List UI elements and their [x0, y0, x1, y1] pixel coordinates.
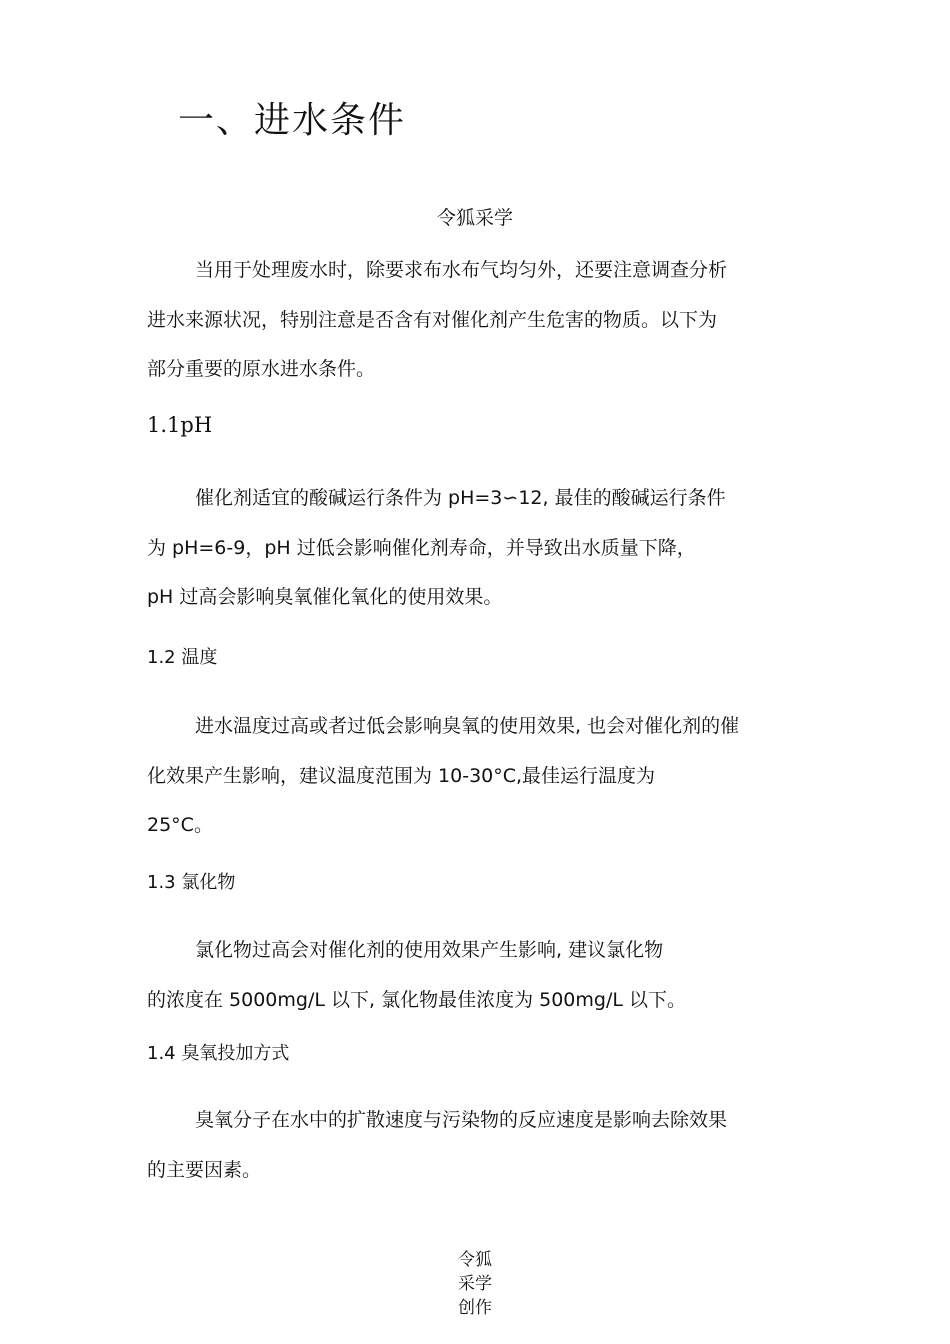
ph-line-3: pH 过高会影响臭氧催化氧化的使用效果。: [147, 586, 503, 608]
intro-line-3: 部分重要的原水进水条件。: [147, 358, 376, 380]
footer-line-1: 令狐: [458, 1250, 492, 1270]
temperature-line-3: 25°C。: [147, 814, 213, 836]
page-footer: [0, 1248, 950, 1320]
author-name: 令狐采学: [436, 207, 513, 229]
ph-line-2: 为 pH=6-9，pH 过低会影响催化剂寿命，并导致出水质量下降，: [147, 537, 696, 559]
chloride-line-1: 氯化物过高会对催化剂的使用效果产生影响, 建议氯化物: [195, 939, 664, 961]
ph-line-1: 催化剂适宜的酸碱运行条件为 pH=3∽12, 最佳的酸碱运行条件: [195, 487, 726, 509]
section-heading-chloride: 1.3 氯化物: [147, 872, 236, 893]
footer-line-2: 采学: [458, 1274, 492, 1294]
section-heading-temperature: 1.2 温度: [147, 647, 218, 668]
page-title: 一、进水条件: [178, 100, 407, 141]
ozone-line-1: 臭氧分子在水中的扩散速度与污染物的反应速度是影响去除效果: [195, 1109, 728, 1131]
section-heading-ozone-dosing: 1.4 臭氧投加方式: [147, 1043, 290, 1064]
footer-line-3: 创作: [458, 1298, 492, 1318]
intro-line-1: 当用于处理废水时，除要求布水布气均匀外，还要注意调查分析: [195, 259, 728, 281]
intro-line-2: 进水来源状况，特别注意是否含有对催化剂产生危害的物质。以下为: [147, 309, 718, 331]
section-heading-ph: 1.1pH: [147, 413, 213, 437]
temperature-line-1: 进水温度过高或者过低会影响臭氧的使用效果, 也会对催化剂的催: [195, 715, 740, 737]
ozone-line-2: 的主要因素。: [147, 1159, 262, 1181]
chloride-line-2: 的浓度在 5000mg/L 以下, 氯化物最佳浓度为 500mg/L 以下。: [147, 989, 686, 1011]
temperature-line-2: 化效果产生影响，建议温度范围为 10-30°C,最佳运行温度为: [147, 765, 656, 787]
